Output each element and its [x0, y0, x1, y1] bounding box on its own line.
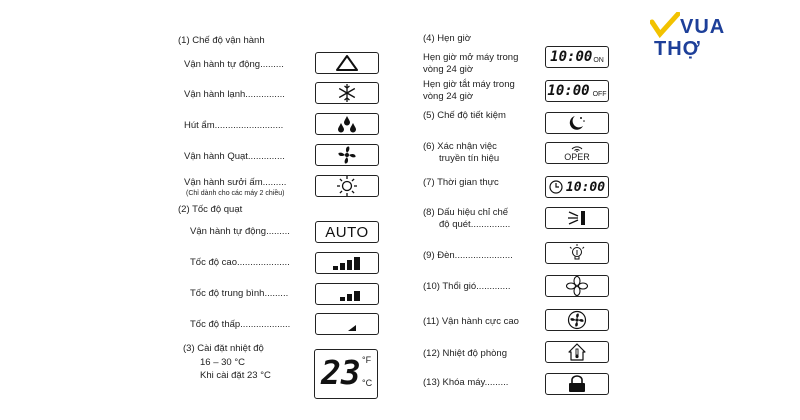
light-symbol — [545, 242, 609, 264]
turbo-symbol — [545, 309, 609, 331]
temp-value: 23 — [321, 353, 361, 392]
clock-icon — [549, 180, 563, 194]
speed-high-symbol — [315, 252, 379, 274]
signal-bars-high-icon — [332, 256, 362, 270]
auto-text: AUTO — [325, 223, 369, 241]
on-label: ON — [593, 56, 604, 64]
timer-on-time: 10:00 — [550, 49, 593, 65]
timer-off-time: 10:00 — [547, 83, 590, 99]
label-swing-line2: độ quét............... — [439, 219, 511, 230]
clock-symbol — [545, 176, 609, 198]
speed-mid-symbol — [315, 283, 379, 305]
swing-symbol — [545, 207, 609, 229]
fan-icon — [337, 145, 357, 165]
temp-display — [314, 349, 378, 399]
label-lock: (13) Khóa máy......... — [423, 377, 509, 388]
signal-symbol — [545, 142, 609, 164]
section-fan-speed: (2) Tốc độ quạt — [178, 204, 243, 215]
label-auto-mode: Vận hành tự động......... — [184, 59, 284, 70]
signal-bars-low-icon — [332, 317, 362, 331]
fan-mode-symbol — [315, 144, 379, 166]
label-turbo: (11) Vận hành cực cao — [423, 316, 519, 327]
temp-set-label: Khi cài đặt 23 °C — [200, 370, 271, 381]
timer-on-symbol — [545, 46, 609, 68]
eco-symbol — [545, 112, 609, 134]
brand-line-2: THỢ — [654, 38, 701, 60]
temp-range: 16 – 30 °C — [200, 357, 245, 368]
label-room-temp: (12) Nhiệt độ phòng — [423, 348, 507, 359]
heat-mode-symbol — [315, 175, 379, 197]
snowflake-icon — [337, 83, 357, 103]
fan-auto-symbol — [315, 221, 379, 243]
label-speed-mid: Tốc độ trung bình......... — [190, 288, 289, 299]
transmit-icon — [570, 145, 584, 152]
moon-stars-icon — [566, 114, 588, 132]
speed-low-symbol — [315, 313, 379, 335]
off-label: OFF — [592, 90, 607, 98]
label-signal-line1: (6) Xác nhận việc — [423, 141, 497, 152]
label-eco-mode: (5) Chế độ tiết kiệm — [423, 110, 506, 121]
label-speed-high: Tốc độ cao.................... — [190, 257, 290, 268]
signal-bars-mid-icon — [332, 287, 362, 301]
lock-symbol — [545, 373, 609, 395]
oper-label: OPER — [564, 151, 590, 162]
label-heat-mode: Vận hành sưởi ấm......... — [184, 177, 287, 188]
water-drops-icon — [336, 115, 358, 133]
dry-mode-symbol — [315, 113, 379, 135]
timer-off-line2: vòng 24 giờ — [423, 91, 474, 102]
cool-mode-symbol — [315, 82, 379, 104]
label-fan-mode: Vận hành Quạt.............. — [184, 151, 285, 162]
turbo-fan-icon — [567, 310, 587, 330]
label-cool-mode: Vận hành lạnh............... — [184, 89, 285, 100]
lock-icon — [566, 375, 588, 393]
label-fan-auto: Vận hành tự động......... — [190, 226, 290, 237]
temp-unit-f: °F — [362, 355, 372, 365]
clock-time: 10:00 — [565, 179, 606, 195]
label-blow: (10) Thổi gió............. — [423, 281, 511, 292]
section-operation-mode: (1) Chế độ vận hành — [178, 35, 265, 46]
light-bulb-icon — [567, 243, 587, 263]
label-real-time: (7) Thời gian thực — [423, 177, 499, 188]
propeller-icon — [566, 276, 588, 296]
label-signal-line2: truyền tín hiệu — [439, 153, 500, 164]
sun-icon — [336, 175, 358, 197]
timer-off-symbol — [545, 80, 609, 102]
label-swing-line1: (8) Dấu hiệu chỉ chế — [423, 207, 509, 218]
label-light: (9) Đèn...................... — [423, 250, 513, 261]
section-timer: (4) Hẹn giờ — [423, 33, 471, 44]
room-temp-symbol — [545, 341, 609, 363]
label-dry-mode: Hút ẩm.......................... — [184, 120, 284, 131]
swing-louver-icon — [566, 209, 588, 227]
house-thermometer-icon — [567, 342, 587, 362]
heat-mode-note: (Chỉ dành cho các máy 2 chiều) — [186, 190, 285, 197]
temp-unit-c: °C — [362, 378, 373, 388]
label-speed-low: Tốc độ thấp................... — [190, 319, 291, 330]
timer-on-line2: vòng 24 giờ — [423, 64, 474, 75]
auto-mode-symbol — [315, 52, 379, 74]
triangle-auto-icon — [334, 54, 360, 72]
timer-on-line1: Hẹn giờ mở máy trong — [423, 52, 519, 63]
timer-off-line1: Hẹn giờ tắt máy trong — [423, 79, 515, 90]
blow-symbol — [545, 275, 609, 297]
brand-logo — [644, 10, 764, 60]
section-temp-setting: (3) Cài đặt nhiệt độ — [183, 343, 264, 354]
brand-check-icon — [650, 12, 680, 38]
brand-line-1: VUA — [680, 16, 726, 38]
